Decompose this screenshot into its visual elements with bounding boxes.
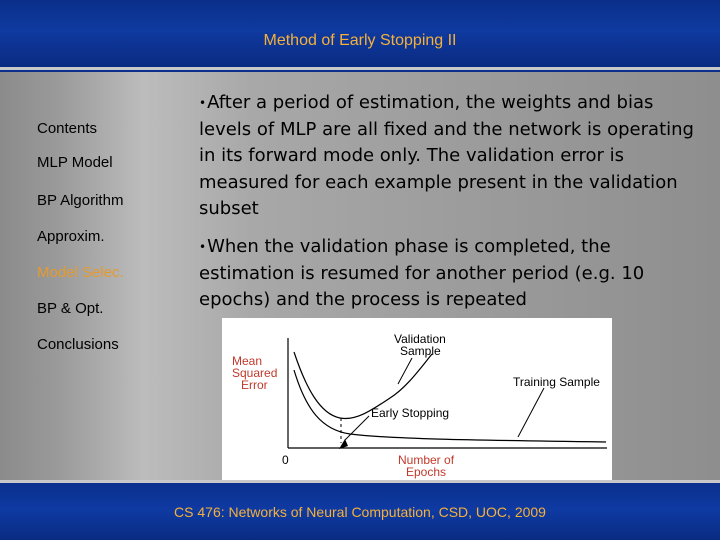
xlabel-line-2: Epochs <box>406 465 447 479</box>
footer-divider <box>0 480 720 483</box>
header-bar <box>0 0 720 68</box>
slide-title: Method of Early Stopping II <box>263 32 457 49</box>
validation-label-line-2: Sample <box>400 344 441 358</box>
bullet-text-1: After a period of estimation, the weights and bias levels of MLP are all fixed and the network is operating in its forward mode only. The validation error is measured for each example present in the validation subset <box>199 92 694 219</box>
nav-item-bp-opt[interactable]: BP & Opt. <box>37 300 104 317</box>
nav-item-approxim[interactable]: Approxim. <box>37 228 105 245</box>
footer-bar <box>0 480 720 540</box>
bullet-dot-icon: • <box>199 240 207 254</box>
nav-item-contents[interactable]: Contents <box>37 120 98 137</box>
early-stopping-figure <box>222 318 612 480</box>
nav-item-conclusions[interactable]: Conclusions <box>37 336 119 353</box>
ylabel-line-2: Squared <box>232 366 278 380</box>
xlabel-line-1: Number of <box>398 453 455 467</box>
bullet-paragraph-1 <box>199 90 699 223</box>
bullet-text-2: When the validation phase is completed, the estimation is resumed for another period (e.g. 10 epochs) and the process is repeated <box>199 236 645 310</box>
nav-item-mlp-model[interactable]: MLP Model <box>37 154 113 171</box>
early-stopping-pointer <box>345 416 369 440</box>
origin-label: 0 <box>282 453 289 467</box>
nav-item-model-selec[interactable]: Model Selec. <box>37 264 124 281</box>
early-stopping-label: Early Stopping <box>371 406 450 420</box>
training-label: Training Sample <box>513 375 600 389</box>
nav-item-bp-algorithm[interactable]: BP Algorithm <box>37 192 124 209</box>
bullet-dot-icon: • <box>199 96 207 110</box>
ylabel-line-1: Mean <box>232 354 263 368</box>
footer-text: CS 476: Networks of Neural Computation, CSD, UOC, 2009 <box>174 504 546 520</box>
bullet-paragraph-2 <box>199 234 699 314</box>
training-pointer-line <box>518 388 544 437</box>
validation-label-line-1: Validation <box>394 332 446 346</box>
ylabel-line-3: Error <box>241 378 268 392</box>
early-stopping-graph <box>222 318 612 480</box>
